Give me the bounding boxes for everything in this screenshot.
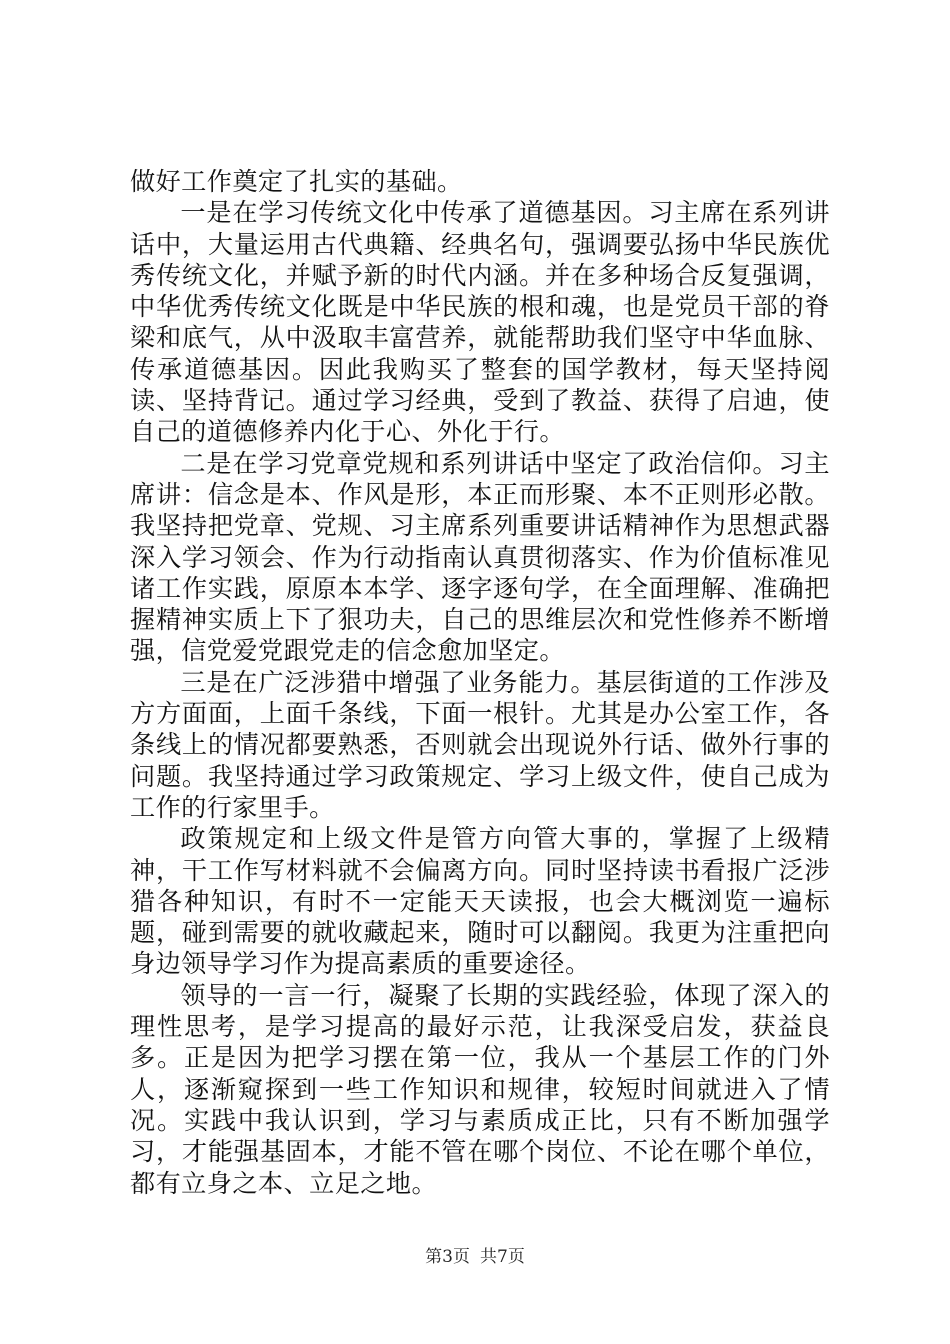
paragraph-party-constitution: 二是在学习党章党规和系列讲话中坚定了政治信仰。习主席讲：信念是本、作风是形，本正而形聚、本不正则形必散。我坚持把党章、党规、习主席系列重要讲话精神作为思想武器深入学习领会、作为行动指南认真贯彻落实、作为价值标准见诸工作实践，原原本本学、逐字逐句学，在全面理解、准确把握精神实质上下了狠功夫，自己的思维层次和党性修养不断增强，信党爱党跟党走的信念愈加坚定。 — [130, 448, 830, 666]
paragraph-leadership-learning: 领导的一言一行，凝聚了长期的实践经验，体现了深入的理性思考，是学习提高的最好示范，让我深受启发，获益良多。正是因为把学习摆在第一位，我从一个基层工作的门外人，逐渐窥探到一些工作知识和规律，较短时间就进入了情况。实践中我认识到，学习与素质成正比，只有不断加强学习，才能强基固本，才能不管在哪个岗位、不论在哪个单位，都有立身之本、立足之地。 — [130, 980, 830, 1198]
paragraph-business-ability: 三是在广泛涉猎中增强了业务能力。基层街道的工作涉及方方面面，上面千条线，下面一根针。尤其是办公室工作，各条线上的情况都要熟悉，否则就会出现说外行话、做外行事的问题。我坚持通过学习政策规定、学习上级文件，使自己成为工作的行家里手。 — [130, 667, 830, 822]
paragraph-policy-documents: 政策规定和上级文件是管方向管大事的，掌握了上级精神，干工作写材料就不会偏离方向。同时坚持读书看报广泛涉猎各种知识，有时不一定能天天读报，也会大概浏览一遍标题，碰到需要的就收藏起来，随时可以翻阅。我更为注重把向身边领导学习作为提高素质的重要途径。 — [130, 824, 830, 979]
paragraph-continuation: 做好工作奠定了扎实的基础。 — [130, 167, 463, 196]
page-number: 第3页 — [425, 1247, 470, 1267]
document-body — [130, 166, 830, 1199]
paragraph-traditional-culture: 一是在学习传统文化中传承了道德基因。习主席在系列讲话中，大量运用古代典籍、经典名句，强调要弘扬中华民族优秀传统文化，并赋予新的时代内涵。并在多种场合反复强调，中华优秀传统文化既是中华民族的根和魂，也是党员干部的脊梁和底气，从中汲取丰富营养，就能帮助我们坚守中华血脉、传承道德基因。因此我购买了整套的国学教材，每天坚持阅读、坚持背记。通过学习经典，受到了教益、获得了启迪，使自己的道德修养内化于心、外化于行。 — [130, 198, 830, 447]
page-total: 共7页 — [480, 1247, 525, 1267]
page-footer — [0, 1242, 950, 1267]
